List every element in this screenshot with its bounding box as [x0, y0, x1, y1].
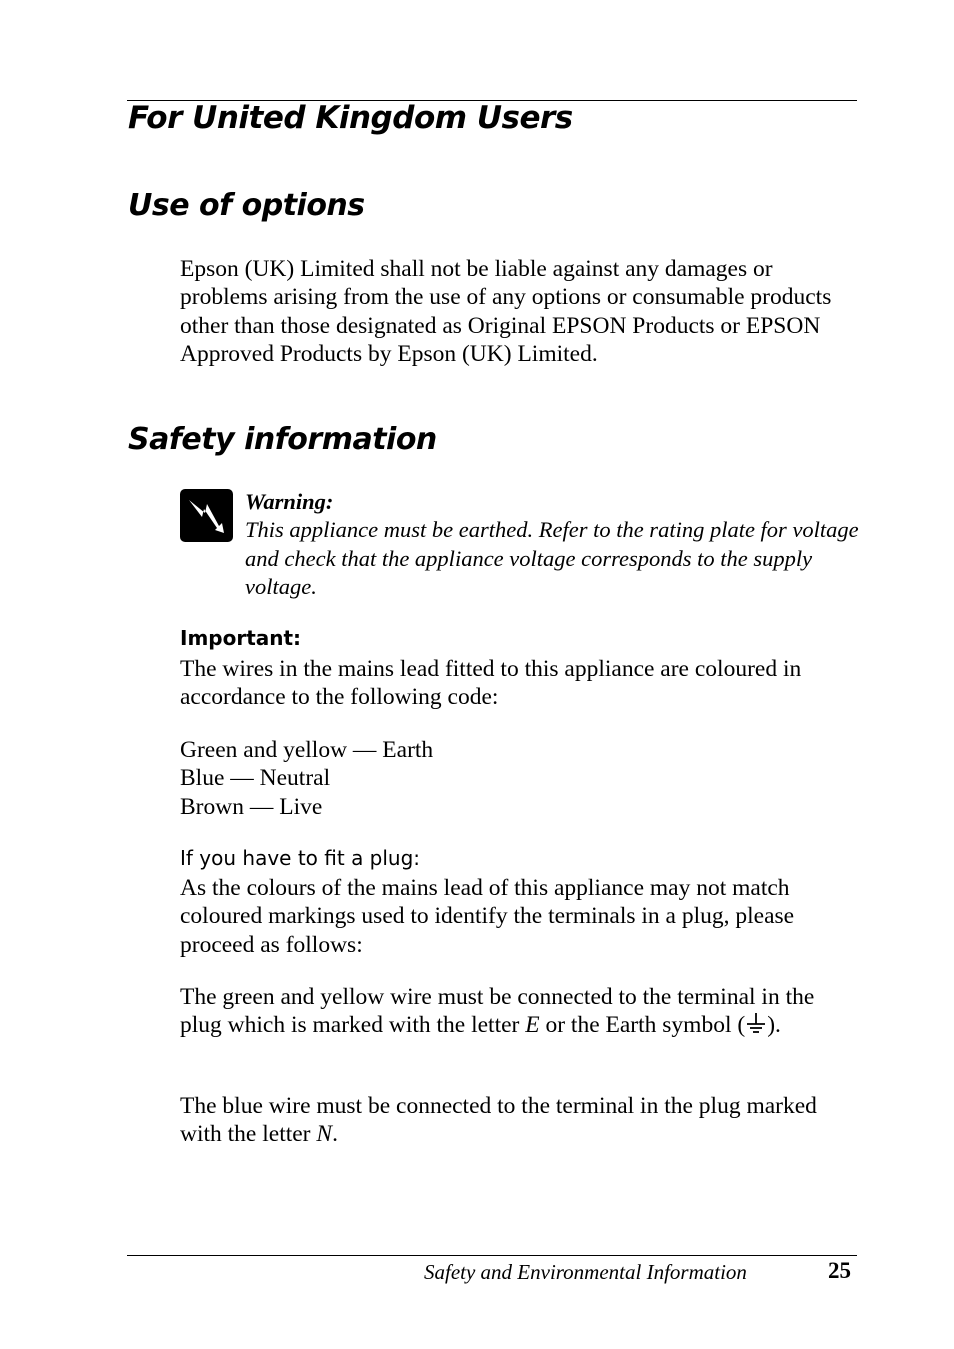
footer-rule	[127, 1255, 857, 1256]
warning-block	[245, 488, 865, 602]
wire-code-item: Green and yellow — Earth	[180, 737, 434, 763]
wire-code-item: Blue — Neutral	[180, 765, 331, 792]
earth-symbol-icon	[745, 1011, 767, 1035]
neutral-letter: N	[316, 1121, 333, 1148]
wire-code-item: Brown — Live	[180, 793, 323, 820]
neutral-paragraph: The blue wire must be connected to the terminal in the plug marked with the letter N.	[180, 1093, 817, 1148]
lightning-warning-icon	[180, 489, 233, 542]
earth-letter: E	[525, 1012, 540, 1039]
page-title: For United Kingdom Users	[128, 100, 573, 136]
earth-paragraph: The green and yellow wire must be connected to the terminal in the plug which is marked with the letter E or the Earth symbol ( ).	[180, 984, 815, 1039]
warning-title: Warning:	[245, 489, 334, 514]
warning-text: This appliance must be earthed. Refer to the rating plate for voltage and check that the appliance voltage corresponds to the supply voltage.	[245, 517, 859, 600]
options-paragraph: Epson (UK) Limited shall not be liable against any damages or problems arising from the use of any options or consumable products other than those designated as Original EPSON Products or EPSON Approved Products by Epson (UK) Limited.	[180, 256, 832, 368]
footer-section-title: Safety and Environmental Information	[424, 1260, 747, 1284]
plug-paragraph: As the colours of the mains lead of this appliance may not match coloured markings used to identify the terminals in a plug, please proceed as follows:	[180, 875, 795, 958]
important-paragraph: The wires in the mains lead fitted to this appliance are coloured in accordance to the following code:	[180, 656, 802, 711]
important-label: Important:	[180, 626, 302, 650]
page-number: 25	[828, 1258, 851, 1283]
wire-code-list	[180, 736, 870, 821]
safety-heading: Safety information	[128, 422, 437, 457]
options-heading: Use of options	[128, 188, 365, 223]
plug-heading: If you have to fit a plug:	[180, 846, 421, 870]
